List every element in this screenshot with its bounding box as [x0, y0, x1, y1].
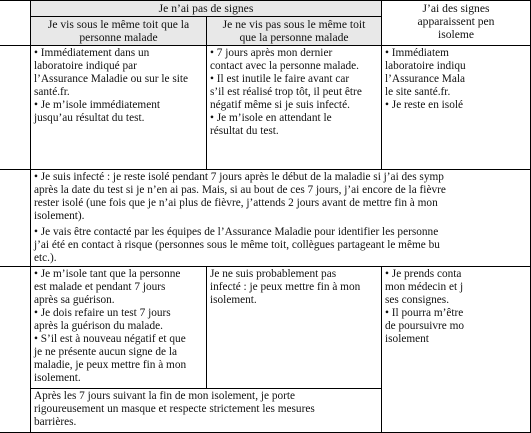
- row-label-positive-result: [0, 170, 31, 267]
- cell-negative-signs: • Je prends conta mon médecin et j ses consignes. • Il pourra m’être de poursuivre mo isolement: [382, 267, 531, 433]
- cell-when-test-signs: • Immédiatem laboratoire indiqu l’Assurance Mala le site santé.fr. • Je reste en isolé: [382, 46, 531, 170]
- header-lives-with-patient: Je vis sous le même toit que la personne malade: [31, 17, 207, 46]
- corner-cell: [0, 1, 31, 46]
- cell-negative-lives-with: • Je m’isole tant que la personne est malade et pendant 7 jours après sa guérison. • Je dois refaire un test 7 jours après la guérison du malade. • S’il est à nouveau négatif et que je ne présente aucun signe de la maladie, je peux mettre fin à mon isolement.: [31, 267, 207, 389]
- row-label-negative-result: [0, 267, 31, 433]
- cell-negative-not-lives-with: Je ne suis probablement pas infecté : je peux mettre fin à mon isolement.: [207, 267, 382, 389]
- cell-negative-footer: Après les 7 jours suivant la fin de mon isolement, je porte rigoureusement un masque et respecte strictement les mesures barrières.: [31, 389, 382, 433]
- row-label-when-test: [0, 46, 31, 170]
- cell-when-test-lives-with: • Immédiatement dans un laboratoire indiqué par l’Assurance Maladie ou sur le site santé.fr. • Je m’isole immédiatement jusqu’au résultat du test.: [31, 46, 207, 170]
- header-no-signs: Je n’ai pas de signes: [31, 1, 382, 17]
- header-not-lives-with-patient: Je ne vis pas sous le même toit que la personne malade: [207, 17, 382, 46]
- cell-positive-result: • Je suis infecté : je reste isolé pendant 7 jours après le début de la maladie si j’ai des symp après la date du test si je n’en ai pas. Mais, si au bout de ces 7 jours, j’ai encore de la fièvre rester isolé (une fois que je n’ai plus de fièvre, j’attends 2 jours avant de mettre fin à mon isolement). • Je vais être contacté par les équipes de l’Assurance Maladie pour identifier les personne j’ai été en contact à risque (personnes sous le même toit, collègues partageant le même bu etc.).: [31, 170, 531, 267]
- cell-when-test-not-lives-with: • 7 jours après mon dernier contact avec la personne malade. • Il est inutile le faire avant car s’il est réalisé trop tôt, il peut être négatif même si je suis infecté. • Je m’isole en attendant le résultat du test.: [207, 46, 382, 170]
- header-signs: J’ai des signes apparaissent pen isoleme: [382, 1, 531, 46]
